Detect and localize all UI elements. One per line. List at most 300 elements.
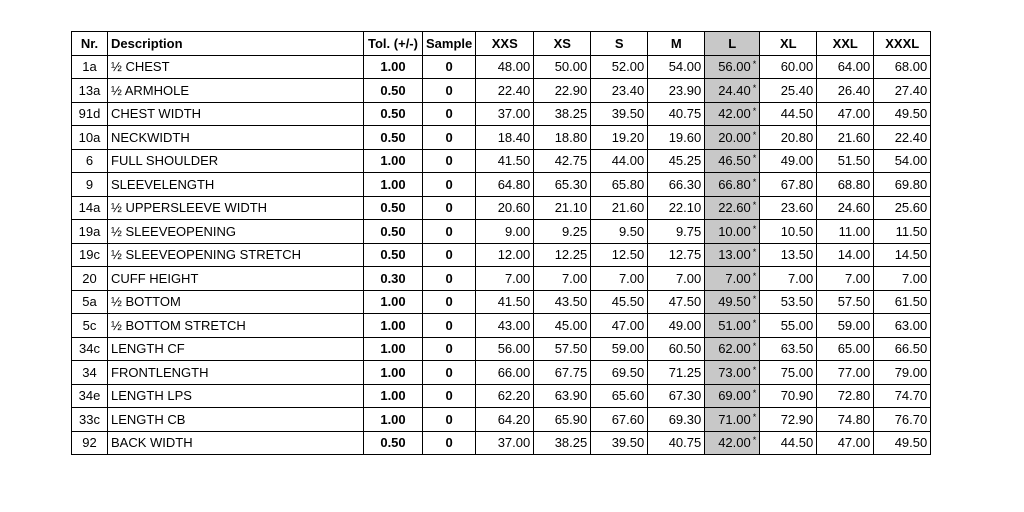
value-text: 25.40	[780, 82, 814, 98]
base-size-marker: *	[752, 317, 757, 328]
measurement-tolerance: 1.00	[364, 149, 423, 173]
measurement-description: ½ ARMHOLE	[108, 79, 364, 103]
size-value-xxl	[817, 431, 874, 455]
size-value-xxxl	[874, 55, 931, 79]
measurement-nr: 19a	[72, 220, 108, 244]
measurement-tolerance: 1.00	[364, 337, 423, 361]
size-value-xs	[534, 196, 591, 220]
base-size-marker: *	[752, 129, 757, 140]
size-value-xl	[760, 267, 817, 291]
size-value-xs	[534, 220, 591, 244]
size-value-s	[591, 290, 648, 314]
value-text: 65.80	[611, 176, 645, 192]
value-text: 20.80	[780, 129, 814, 145]
value-text: 51.50	[837, 153, 871, 169]
base-size-marker: *	[752, 247, 757, 258]
header-row	[72, 32, 931, 56]
size-value-xs	[534, 337, 591, 361]
size-value-xxs	[476, 290, 534, 314]
measurement-description: FULL SHOULDER	[108, 149, 364, 173]
size-value-xxl	[817, 408, 874, 432]
value-text: 10.50	[780, 223, 814, 239]
size-value-xxxl	[874, 149, 931, 173]
value-text: 59.00	[837, 317, 871, 333]
size-value-xl	[760, 79, 817, 103]
header-size-s: S	[591, 32, 648, 56]
header-nr: Nr.	[72, 32, 108, 56]
value-text: 52.00	[611, 59, 645, 75]
measurement-tolerance: 0.50	[364, 126, 423, 150]
size-value-s	[591, 361, 648, 385]
value-text: 64.00	[837, 59, 871, 75]
size-value-xl	[760, 173, 817, 197]
size-value-m	[648, 220, 705, 244]
value-text: 47.00	[611, 317, 645, 333]
measurement-tolerance: 1.00	[364, 290, 423, 314]
value-text: 70.90	[780, 388, 814, 404]
size-value-l	[705, 314, 760, 338]
value-text: 66.30	[668, 176, 702, 192]
value-text: 40.75	[668, 435, 702, 451]
header-size-xxs: XXS	[476, 32, 534, 56]
measurement-nr: 5a	[72, 290, 108, 314]
size-value-l	[705, 149, 760, 173]
value-text: 38.25	[554, 106, 588, 122]
size-value-xl	[760, 314, 817, 338]
size-value-l	[705, 361, 760, 385]
size-value-xxxl	[874, 431, 931, 455]
measurement-nr: 34	[72, 361, 108, 385]
table-row	[72, 314, 931, 338]
value-text: 38.25	[554, 435, 588, 451]
size-value-xxxl	[874, 196, 931, 220]
size-value-l	[705, 55, 760, 79]
size-value-xxs	[476, 102, 534, 126]
size-value-xl	[760, 384, 817, 408]
measurement-description: LENGTH LPS	[108, 384, 364, 408]
value-text: 11.50	[895, 223, 928, 239]
measurement-sample: 0	[423, 220, 476, 244]
measurement-description: ½ CHEST	[108, 55, 364, 79]
size-value-xxl	[817, 79, 874, 103]
value-text: 41.50	[497, 294, 531, 310]
size-value-xl	[760, 196, 817, 220]
value-text: 12.75	[668, 247, 702, 263]
size-value-m	[648, 267, 705, 291]
base-size-marker: *	[752, 364, 757, 375]
value-text: 79.00	[894, 364, 928, 380]
base-size-marker: *	[752, 223, 757, 234]
value-text: 24.40	[718, 82, 751, 98]
value-text: 63.50	[780, 341, 814, 357]
value-text: 11.00	[838, 223, 871, 239]
measurement-sample: 0	[423, 102, 476, 126]
size-value-m	[648, 173, 705, 197]
size-value-s	[591, 220, 648, 244]
value-text: 19.60	[668, 129, 702, 145]
value-text: 45.25	[668, 153, 702, 169]
header-tolerance: Tol. (+/-)	[364, 32, 423, 56]
base-size-marker: *	[752, 82, 757, 93]
value-text: 75.00	[780, 364, 814, 380]
measurement-tolerance: 0.50	[364, 243, 423, 267]
value-text: 43.00	[497, 317, 531, 333]
size-value-xxxl	[874, 314, 931, 338]
value-text: 69.80	[894, 176, 928, 192]
value-text: 64.80	[497, 176, 531, 192]
measurement-nr: 14a	[72, 196, 108, 220]
value-text: 23.90	[668, 82, 702, 98]
value-text: 7.00	[725, 270, 751, 286]
measurement-sample: 0	[423, 196, 476, 220]
value-text: 23.60	[780, 200, 814, 216]
measurement-tolerance: 1.00	[364, 384, 423, 408]
size-value-l	[705, 431, 760, 455]
table-row	[72, 55, 931, 79]
value-text: 7.00	[618, 270, 645, 286]
value-text: 39.50	[611, 435, 645, 451]
size-value-xxl	[817, 314, 874, 338]
base-size-marker: *	[752, 411, 757, 422]
value-text: 54.00	[894, 153, 928, 169]
measurement-tolerance: 0.50	[364, 196, 423, 220]
value-text: 66.00	[497, 364, 531, 380]
value-text: 22.60	[718, 200, 751, 216]
value-text: 46.50	[718, 153, 751, 169]
value-text: 14.50	[894, 247, 928, 263]
size-value-l	[705, 196, 760, 220]
size-value-s	[591, 149, 648, 173]
measurement-description: NECKWIDTH	[108, 126, 364, 150]
measurement-sample: 0	[423, 337, 476, 361]
value-text: 37.00	[497, 106, 531, 122]
value-text: 74.70	[894, 388, 928, 404]
size-value-s	[591, 408, 648, 432]
value-text: 71.25	[668, 364, 702, 380]
value-text: 65.00	[837, 341, 871, 357]
value-text: 62.00	[718, 341, 751, 357]
value-text: 73.00	[718, 364, 751, 380]
value-text: 14.00	[837, 247, 871, 263]
measurement-nr: 91d	[72, 102, 108, 126]
value-text: 56.00	[497, 341, 531, 357]
value-text: 60.50	[668, 341, 702, 357]
value-text: 42.75	[554, 153, 588, 169]
size-value-xl	[760, 290, 817, 314]
value-text: 13.50	[780, 247, 814, 263]
size-value-xs	[534, 149, 591, 173]
value-text: 22.40	[497, 82, 531, 98]
value-text: 22.10	[668, 200, 702, 216]
measurement-tolerance: 1.00	[364, 361, 423, 385]
size-value-xxl	[817, 55, 874, 79]
value-text: 7.00	[504, 270, 531, 286]
value-text: 77.00	[837, 364, 871, 380]
size-value-xxs	[476, 79, 534, 103]
size-value-xxs	[476, 384, 534, 408]
size-value-xxl	[817, 173, 874, 197]
measurement-description: ½ UPPERSLEEVE WIDTH	[108, 196, 364, 220]
value-text: 49.50	[894, 435, 928, 451]
measurement-nr: 6	[72, 149, 108, 173]
size-value-xxs	[476, 173, 534, 197]
size-value-xxs	[476, 361, 534, 385]
measurement-sample: 0	[423, 243, 476, 267]
size-value-xxl	[817, 243, 874, 267]
size-value-xxxl	[874, 337, 931, 361]
measurement-sample: 0	[423, 126, 476, 150]
base-size-marker: *	[752, 153, 757, 164]
value-text: 27.40	[894, 82, 928, 98]
measurement-description: CHEST WIDTH	[108, 102, 364, 126]
size-value-xs	[534, 79, 591, 103]
size-value-xs	[534, 55, 591, 79]
measurement-sample: 0	[423, 79, 476, 103]
value-text: 24.60	[837, 200, 871, 216]
size-value-xxs	[476, 55, 534, 79]
value-text: 66.80	[718, 176, 751, 192]
value-text: 44.00	[611, 153, 645, 169]
size-value-l	[705, 102, 760, 126]
value-text: 22.40	[894, 129, 928, 145]
size-value-xxxl	[874, 267, 931, 291]
size-value-m	[648, 196, 705, 220]
value-text: 60.00	[780, 59, 814, 75]
size-value-xxl	[817, 290, 874, 314]
size-value-s	[591, 431, 648, 455]
size-value-xxs	[476, 220, 534, 244]
size-value-l	[705, 337, 760, 361]
size-value-m	[648, 431, 705, 455]
value-text: 69.00	[718, 388, 751, 404]
size-value-s	[591, 384, 648, 408]
measurement-nr: 1a	[72, 55, 108, 79]
size-value-xxxl	[874, 361, 931, 385]
size-value-xxs	[476, 149, 534, 173]
size-value-xxxl	[874, 243, 931, 267]
size-value-m	[648, 79, 705, 103]
value-text: 12.50	[611, 247, 645, 263]
base-size-marker: *	[752, 341, 757, 352]
size-value-m	[648, 102, 705, 126]
size-value-s	[591, 337, 648, 361]
size-value-xs	[534, 431, 591, 455]
value-text: 56.00	[718, 59, 751, 75]
measurement-tolerance: 1.00	[364, 408, 423, 432]
size-value-xs	[534, 173, 591, 197]
value-text: 48.00	[497, 59, 531, 75]
value-text: 45.00	[554, 317, 588, 333]
measurement-tolerance: 1.00	[364, 173, 423, 197]
measurement-description: SLEEVELENGTH	[108, 173, 364, 197]
value-text: 69.50	[611, 364, 645, 380]
value-text: 63.00	[894, 317, 928, 333]
value-text: 54.00	[668, 59, 702, 75]
size-value-l	[705, 79, 760, 103]
size-value-xxl	[817, 337, 874, 361]
measurement-nr: 92	[72, 431, 108, 455]
table-row	[72, 361, 931, 385]
value-text: 37.00	[497, 435, 531, 451]
value-text: 55.00	[780, 317, 814, 333]
value-text: 49.00	[668, 317, 702, 333]
value-text: 40.75	[668, 106, 702, 122]
value-text: 47.50	[668, 294, 702, 310]
header-size-m: M	[648, 32, 705, 56]
size-value-xl	[760, 55, 817, 79]
measurement-nr: 5c	[72, 314, 108, 338]
size-value-xs	[534, 290, 591, 314]
measurement-nr: 19c	[72, 243, 108, 267]
measurement-sample: 0	[423, 408, 476, 432]
size-value-s	[591, 55, 648, 79]
measurement-sample: 0	[423, 173, 476, 197]
size-value-xxl	[817, 126, 874, 150]
measurement-description: CUFF HEIGHT	[108, 267, 364, 291]
size-value-xxl	[817, 196, 874, 220]
size-value-l	[705, 126, 760, 150]
value-text: 42.00	[718, 435, 751, 451]
size-value-xl	[760, 126, 817, 150]
value-text: 7.00	[901, 270, 928, 286]
value-text: 10.00	[718, 223, 751, 239]
value-text: 50.00	[554, 59, 588, 75]
size-value-xl	[760, 431, 817, 455]
size-value-m	[648, 408, 705, 432]
header-size-xl: XL	[760, 32, 817, 56]
size-value-s	[591, 267, 648, 291]
table-row	[72, 196, 931, 220]
value-text: 76.70	[894, 411, 928, 427]
value-text: 18.40	[497, 129, 531, 145]
size-value-s	[591, 173, 648, 197]
value-text: 68.80	[837, 176, 871, 192]
value-text: 7.00	[675, 270, 702, 286]
value-text: 23.40	[611, 82, 645, 98]
table-row	[72, 384, 931, 408]
value-text: 65.60	[611, 388, 645, 404]
measurement-sample: 0	[423, 290, 476, 314]
size-value-l	[705, 220, 760, 244]
measurement-description: LENGTH CF	[108, 337, 364, 361]
base-size-marker: *	[752, 176, 757, 187]
size-value-xxs	[476, 267, 534, 291]
value-text: 19.20	[611, 129, 645, 145]
value-text: 43.50	[554, 294, 588, 310]
value-text: 12.00	[497, 247, 531, 263]
size-value-xs	[534, 243, 591, 267]
base-size-marker: *	[752, 270, 757, 281]
value-text: 12.25	[554, 247, 588, 263]
measurement-tolerance: 0.50	[364, 431, 423, 455]
size-value-xs	[534, 408, 591, 432]
base-size-marker: *	[752, 59, 757, 70]
table-row	[72, 126, 931, 150]
value-text: 67.60	[611, 411, 645, 427]
size-value-xxxl	[874, 173, 931, 197]
value-text: 62.20	[497, 388, 531, 404]
size-value-s	[591, 243, 648, 267]
size-value-l	[705, 267, 760, 291]
table-row	[72, 431, 931, 455]
size-value-m	[648, 149, 705, 173]
header-size-xxxl: XXXL	[874, 32, 931, 56]
measurement-sample: 0	[423, 431, 476, 455]
table-row	[72, 173, 931, 197]
size-value-xxl	[817, 220, 874, 244]
value-text: 67.75	[554, 364, 588, 380]
size-value-xxl	[817, 361, 874, 385]
measurement-description: ½ BOTTOM	[108, 290, 364, 314]
size-value-xxl	[817, 102, 874, 126]
size-value-m	[648, 290, 705, 314]
value-text: 21.60	[837, 129, 871, 145]
value-text: 41.50	[497, 153, 531, 169]
header-size-xs: XS	[534, 32, 591, 56]
size-value-xl	[760, 408, 817, 432]
value-text: 49.00	[780, 153, 814, 169]
value-text: 21.10	[554, 200, 588, 216]
size-value-l	[705, 290, 760, 314]
value-text: 49.50	[718, 294, 751, 310]
value-text: 72.80	[837, 388, 871, 404]
value-text: 57.50	[554, 341, 588, 357]
size-value-s	[591, 79, 648, 103]
header-sample: Sample	[423, 32, 476, 56]
size-value-xxs	[476, 337, 534, 361]
value-text: 49.50	[894, 106, 928, 122]
measurement-description: ½ BOTTOM STRETCH	[108, 314, 364, 338]
value-text: 7.00	[844, 270, 871, 286]
value-text: 21.60	[611, 200, 645, 216]
value-text: 57.50	[837, 294, 871, 310]
value-text: 9.00	[504, 223, 531, 239]
table-row	[72, 290, 931, 314]
value-text: 67.30	[668, 388, 702, 404]
table-body	[72, 55, 931, 455]
value-text: 65.30	[554, 176, 588, 192]
size-value-xxs	[476, 314, 534, 338]
size-value-s	[591, 196, 648, 220]
measurement-tolerance: 0.30	[364, 267, 423, 291]
measurement-tolerance: 0.50	[364, 102, 423, 126]
value-text: 20.00	[718, 129, 751, 145]
value-text: 59.00	[611, 341, 645, 357]
table-row	[72, 243, 931, 267]
size-value-xxs	[476, 431, 534, 455]
table-row	[72, 79, 931, 103]
size-value-xxs	[476, 196, 534, 220]
measurement-tolerance: 0.50	[364, 79, 423, 103]
value-text: 47.00	[837, 106, 871, 122]
value-text: 61.50	[894, 294, 928, 310]
value-text: 13.00	[718, 247, 751, 263]
value-text: 25.60	[894, 200, 928, 216]
header-size-xxl: XXL	[817, 32, 874, 56]
size-value-xxxl	[874, 384, 931, 408]
value-text: 65.90	[554, 411, 588, 427]
size-value-xxl	[817, 267, 874, 291]
size-value-m	[648, 126, 705, 150]
measurement-nr: 13a	[72, 79, 108, 103]
size-value-s	[591, 126, 648, 150]
size-spec-table	[71, 31, 931, 455]
value-text: 7.00	[561, 270, 588, 286]
table-row	[72, 408, 931, 432]
measurement-nr: 9	[72, 173, 108, 197]
size-value-s	[591, 102, 648, 126]
measurement-description: BACK WIDTH	[108, 431, 364, 455]
